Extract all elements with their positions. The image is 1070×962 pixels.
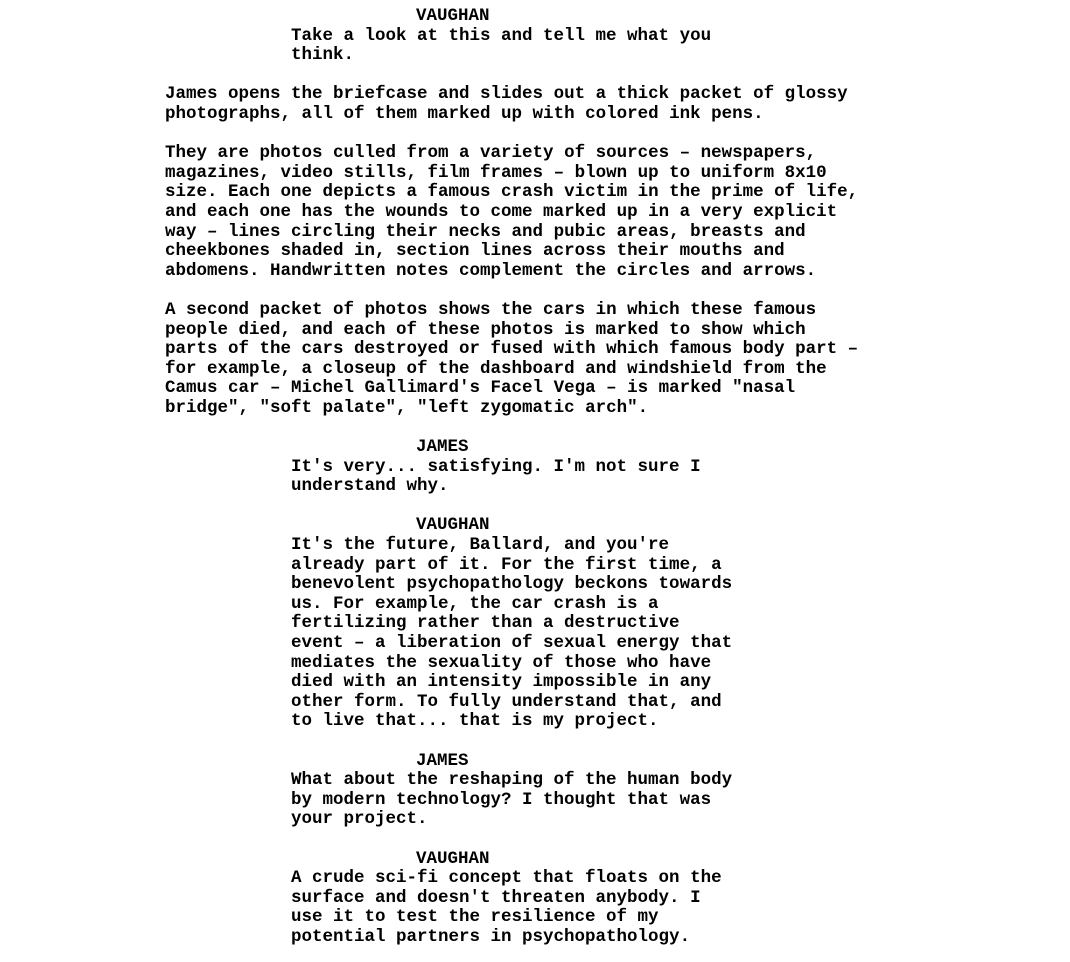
dialogue-line: understand why. [291, 476, 449, 497]
action-line: Camus car – Michel Gallimard's Facel Vega – is marked "nasal [165, 378, 796, 399]
action-text [165, 85, 1070, 124]
character-name: JAMES [416, 437, 469, 458]
action-line: magazines, video stills, film frames – blown up to uniform 8x10 [165, 162, 827, 183]
action-line: parts of the cars destroyed or fused with which famous body part – [165, 339, 859, 360]
dialogue-line: Take a look at this and tell me what you [291, 25, 712, 46]
action-line: people died, and each of these photos is marked to show which [165, 319, 806, 340]
action-line: and each one has the wounds to come marked up in a very explicit [165, 201, 838, 222]
dialogue-line: to live that... that is my project. [291, 711, 659, 732]
action-line: size. Each one depicts a famous crash victim in the prime of life, [165, 182, 859, 203]
action-line: for example, a closeup of the dashboard and windshield from the [165, 358, 827, 379]
action-line: James opens the briefcase and slides out a thick packet of glossy [165, 84, 848, 105]
dialogue-text [291, 869, 1070, 947]
dialogue-line: your project. [291, 809, 428, 830]
screenplay-page [0, 7, 1070, 948]
dialogue-line: us. For example, the car crash is a [291, 593, 659, 614]
dialogue-line: other form. To fully understand that, and [291, 691, 722, 712]
character-name: JAMES [416, 750, 469, 771]
dialogue-text [291, 536, 1070, 732]
dialogue-block [0, 752, 1070, 830]
dialogue-line: It's the future, Ballard, and you're [291, 535, 670, 556]
character-name: VAUGHAN [416, 6, 490, 26]
dialogue-line: use it to test the resilience of my [291, 907, 659, 928]
dialogue-line: think. [291, 45, 355, 66]
dialogue-line: benevolent psychopathology beckons towards [291, 574, 733, 595]
dialogue-line: fertilizing rather than a destructive [291, 613, 680, 634]
dialogue-line: by modern technology? I thought that was [291, 789, 712, 810]
dialogue-line: A crude sci-fi concept that floats on the [291, 868, 722, 889]
action-block [0, 85, 1070, 124]
dialogue-block [0, 7, 1070, 66]
dialogue-block [0, 516, 1070, 732]
action-line: bridge", "soft palate", "left zygomatic arch". [165, 397, 649, 418]
dialogue-line: already part of it. For the first time, a [291, 554, 722, 575]
action-text [165, 301, 1070, 419]
action-line: A second packet of photos shows the cars in which these famous [165, 299, 817, 320]
dialogue-line: potential partners in psychopathology. [291, 926, 691, 947]
action-line: abdomens. Handwritten notes complement the circles and arrows. [165, 260, 817, 281]
action-line: They are photos culled from a variety of sources – newspapers, [165, 143, 817, 164]
dialogue-text [291, 458, 1070, 497]
dialogue-line: What about the reshaping of the human body [291, 770, 733, 791]
character-name: VAUGHAN [416, 848, 490, 869]
dialogue-block [0, 850, 1070, 948]
action-line: cheekbones shaded in, section lines across their mouths and [165, 241, 785, 262]
dialogue-line: surface and doesn't threaten anybody. I [291, 887, 701, 908]
dialogue-line: mediates the sexuality of those who have [291, 652, 712, 673]
dialogue-text [291, 771, 1070, 830]
dialogue-line: died with an intensity impossible in any [291, 672, 712, 693]
character-name: VAUGHAN [416, 515, 490, 536]
dialogue-line: event – a liberation of sexual energy that [291, 633, 733, 653]
dialogue-line: It's very... satisfying. I'm not sure I [291, 456, 701, 477]
action-block [0, 144, 1070, 281]
action-line: photographs, all of them marked up with colored ink pens. [165, 103, 764, 124]
dialogue-block [0, 438, 1070, 497]
action-line: way – lines circling their necks and pubic areas, breasts and [165, 221, 806, 242]
action-block [0, 301, 1070, 419]
action-text [165, 144, 1070, 281]
dialogue-text [291, 27, 1070, 66]
